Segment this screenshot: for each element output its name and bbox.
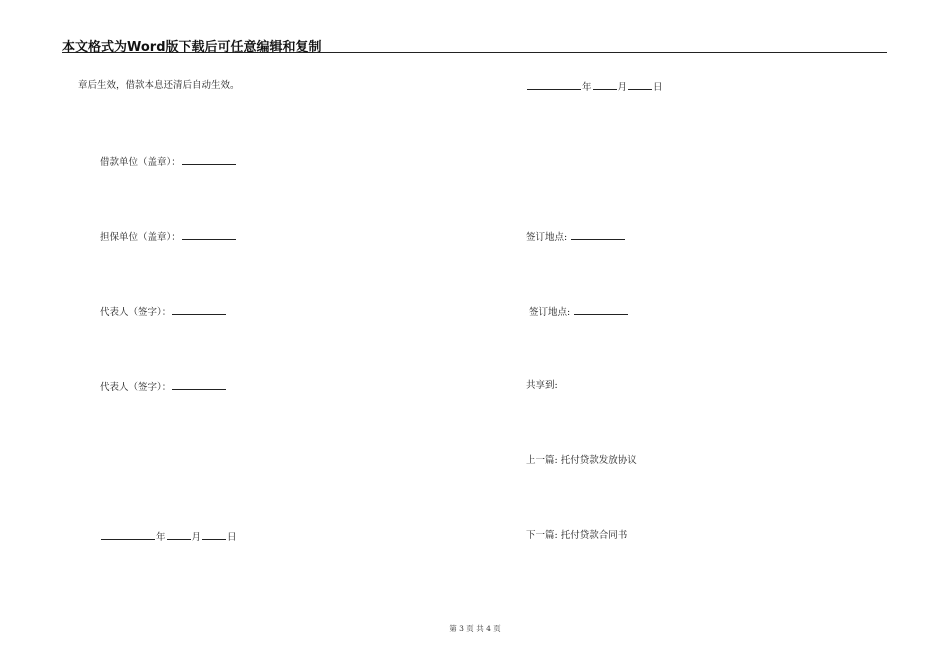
share-label: 共享到: — [526, 380, 558, 391]
left-day-blank — [202, 530, 226, 540]
left-month-label: 月 — [191, 532, 202, 543]
representative-label-2: 代表人（签字）： — [100, 382, 172, 393]
signing-place-blank-1 — [571, 230, 625, 240]
representative-blank-1 — [172, 305, 226, 315]
signing-place-blank-2 — [574, 305, 628, 315]
left-year-blank — [101, 530, 155, 540]
guarantor-blank — [182, 230, 236, 240]
right-year-blank — [527, 80, 581, 90]
previous-article-link[interactable]: 上一篇: 托付贷款发放协议 — [526, 455, 637, 466]
left-date-line — [100, 530, 237, 544]
page-number: 第 3 页 共 4 页 — [449, 624, 501, 633]
borrower-label: 借款单位（盖章）： — [100, 157, 181, 168]
left-day-label: 日 — [227, 532, 237, 543]
right-month-blank — [593, 80, 617, 90]
next-article-link[interactable]: 下一篇: 托付贷款合同书 — [526, 530, 628, 541]
guarantor-label: 担保单位（盖章）： — [100, 232, 181, 243]
signing-place-label-2: 签订地点: — [529, 307, 571, 318]
representative-signature-line-2 — [100, 380, 227, 394]
right-day-blank — [628, 80, 652, 90]
page-header-title: 本文格式为Word版下载后可任意编辑和复制 — [62, 40, 322, 55]
right-date-line — [526, 80, 663, 94]
borrower-blank — [182, 155, 236, 165]
right-month-label: 月 — [617, 82, 628, 93]
guarantor-signature-line — [100, 230, 237, 244]
borrower-signature-line — [100, 155, 237, 169]
signing-place-line-1 — [526, 230, 626, 244]
representative-signature-line-1 — [100, 305, 227, 319]
left-year-label: 年 — [156, 532, 166, 543]
intro-text: 章后生效，借款本息还清后自动生效。 — [78, 80, 240, 91]
signing-place-line-2 — [529, 305, 629, 319]
header-divider — [62, 52, 887, 53]
signing-place-label-1: 签订地点: — [526, 232, 568, 243]
representative-label-1: 代表人（签字）： — [100, 307, 172, 318]
left-month-blank — [167, 530, 191, 540]
right-day-label: 日 — [653, 82, 663, 93]
representative-blank-2 — [172, 380, 226, 390]
right-year-label: 年 — [582, 82, 592, 93]
